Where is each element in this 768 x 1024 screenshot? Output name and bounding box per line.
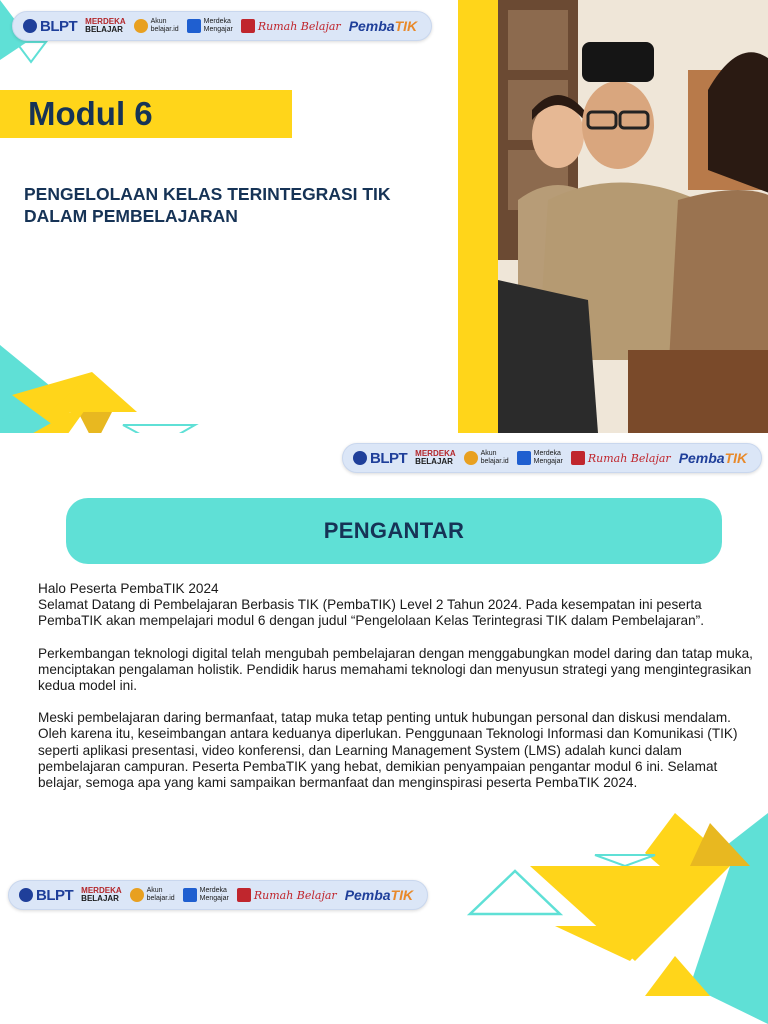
subtitle-line-1: PENGELOLAAN KELAS TERINTEGRASI TIK: [24, 184, 391, 204]
rumah-belajar-logo: Rumah Belajar: [241, 19, 341, 33]
cover-page: [0, 0, 768, 433]
blpt-logo: BLPT: [353, 450, 407, 467]
decor-triangles-bottom: [460, 866, 768, 1024]
module-title-bar: [0, 90, 292, 138]
pembatik-logo: PembaTIK: [678, 450, 748, 466]
akun-belajar-logo: Akun belajar.id: [464, 450, 509, 466]
subtitle-line-2: DALAM PEMBELAJARAN: [24, 206, 238, 226]
intro-heading-box: [66, 498, 722, 564]
intro-greeting: Halo Peserta PembaTIK 2024: [38, 581, 219, 596]
module-title: Modul 6: [28, 95, 153, 132]
intro-body: [38, 581, 760, 807]
intro-paragraph-3: Meski pembelajaran daring bermanfaat, tatap muka tetap penting untuk hubungan personal dan diskusi mendalam. Oleh karena itu, keseimbangan antara keduanya diperlukan. Penggunaan Teknologi Informasi dan Komunikasi (TIK) seperti aplikasi presentasi, video konferensi, dan Learning Management System (LMS) adalah kunci dalam pembelajaran campuran. Peserta PembaTIK yang hebat, demikian penyampaian pengantar modul 6 ini. Selamat belajar, semoga apa yang kami sampaikan bermanfaat dan menginspirasi peserta PembaTIK 2024.: [38, 710, 738, 791]
partner-logos-bar: [8, 880, 428, 910]
cover-photo: [458, 0, 768, 433]
intro-paragraph-1: Selamat Datang di Pembelajaran Berbasis TIK (PembaTIK) Level 2 Tahun 2024. Pada kesempatan ini peserta PembaTIK akan mempelajari modul 6 dengan judul “Pengelolaan Kelas Terintegrasi TIK dalam Pembelajaran”.: [38, 597, 704, 629]
blpt-logo: BLPT: [23, 18, 77, 35]
rumah-belajar-logo: Rumah Belajar: [571, 451, 671, 465]
akun-belajar-logo: Akun belajar.id: [130, 887, 175, 903]
partner-logos-bar: [12, 11, 432, 41]
merdeka-mengajar-logo: Merdeka Mengajar: [183, 887, 229, 903]
module-subtitle: [24, 183, 444, 227]
akun-belajar-logo: Akun belajar.id: [134, 18, 179, 34]
merdeka-belajar-logo: MERDEKA BELAJAR: [85, 17, 126, 34]
decor-triangles-right: [560, 813, 768, 866]
blpt-logo: BLPT: [19, 887, 73, 904]
rumah-belajar-logo: Rumah Belajar: [237, 888, 337, 902]
intro-paragraph-2: Perkembangan teknologi digital telah mengubah pembelajaran dengan menggabungkan model daring dan tatap muka, menciptakan pengalaman holistik. Pendidik harus memahami teknologi dan menyusun strategi yang mengintegrasikan kedua model ini.: [38, 645, 753, 694]
intro-page: [0, 433, 768, 866]
intro-heading: PENGANTAR: [323, 518, 465, 543]
merdeka-mengajar-logo: Merdeka Mengajar: [187, 18, 233, 34]
merdeka-belajar-logo: MERDEKA BELAJAR: [415, 449, 456, 466]
third-page: [0, 866, 768, 1024]
pembatik-logo: PembaTIK: [344, 887, 414, 903]
merdeka-mengajar-logo: Merdeka Mengajar: [517, 450, 563, 466]
merdeka-belajar-logo: MERDEKA BELAJAR: [81, 886, 122, 903]
pembatik-logo: PembaTIK: [348, 18, 418, 34]
partner-logos-bar: [342, 443, 762, 473]
